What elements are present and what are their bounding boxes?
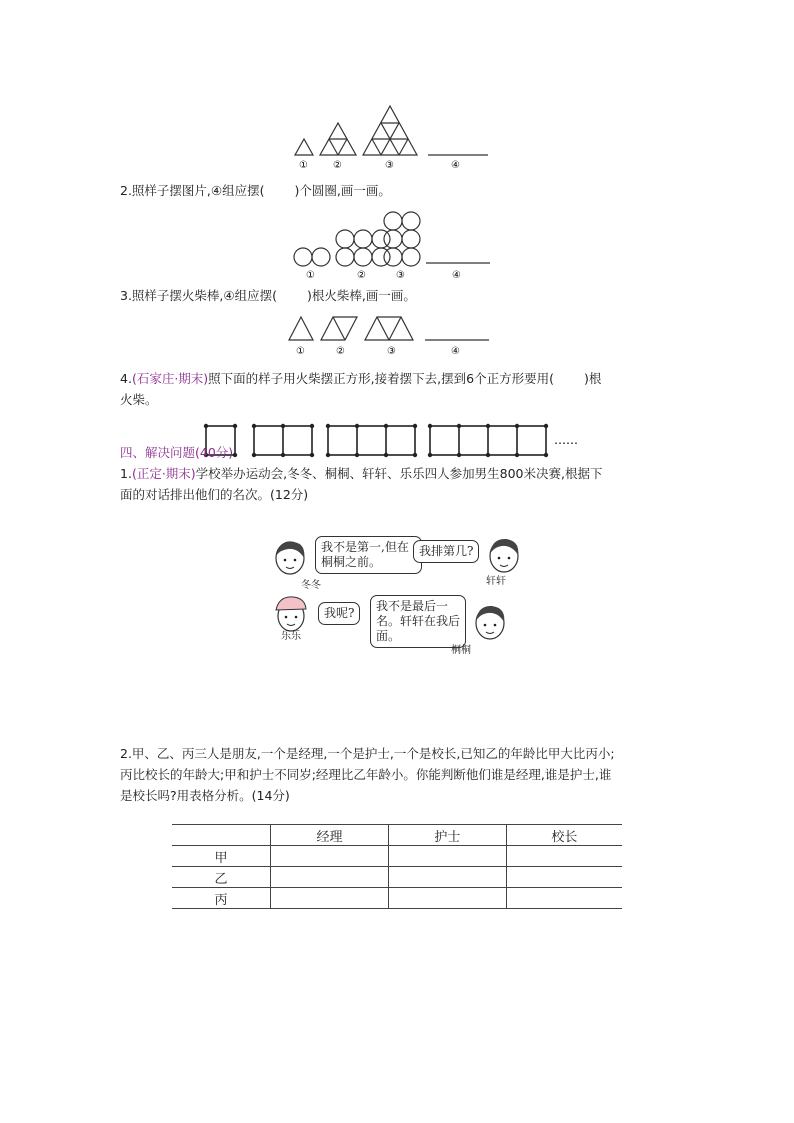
speech-bubble-tongtong: 我不是最后一名。轩轩在我后面。	[370, 595, 466, 648]
row-label-jia: 甲	[172, 846, 271, 867]
fig1-label-3: ③	[385, 160, 394, 171]
table-row	[172, 867, 622, 888]
name-lele: 乐乐	[281, 631, 301, 642]
table-row	[172, 846, 622, 867]
table-header-row	[172, 825, 622, 846]
header-cell-principal: 校长	[506, 825, 622, 846]
speech-bubble-lele: 我呢?	[318, 602, 360, 625]
speech-bubble-dongdong: 我不是第一,但在桐桐之前。	[315, 536, 422, 574]
source-tag: (正定·期末)	[131, 466, 196, 481]
fig2-label-2: ②	[357, 270, 366, 281]
name-dongdong: 冬冬	[301, 580, 321, 591]
table-cell[interactable]	[271, 846, 389, 867]
table-cell[interactable]	[388, 888, 506, 909]
fig3-label-2: ②	[336, 346, 345, 357]
fig1-label-2: ②	[333, 160, 342, 171]
fig3-label-3: ③	[387, 346, 396, 357]
table-cell[interactable]	[506, 888, 622, 909]
fig1-label-1: ①	[299, 160, 308, 171]
header-cell-manager: 经理	[271, 825, 389, 846]
fig2-label-1: ①	[306, 270, 315, 281]
header-cell-blank	[172, 825, 271, 846]
fig3-label-4: ④	[451, 346, 460, 357]
table-cell[interactable]	[506, 846, 622, 867]
table-cell[interactable]	[271, 888, 389, 909]
table-cell[interactable]	[271, 867, 389, 888]
name-xuanxuan: 轩轩	[486, 576, 506, 587]
matchstick-squares-figure	[200, 422, 600, 462]
problem-2-line3: 是校长吗?用表格分析。(14分)	[120, 788, 290, 803]
problem-1-text-line2: 面的对话排出他们的名次。(12分)	[120, 487, 309, 502]
fig1-label-4: ④	[451, 160, 460, 171]
table-row	[172, 888, 622, 909]
question-3-text: 3.照样子摆火柴棒,④组应摆( )根火柴棒,画一画。	[120, 288, 416, 303]
table-cell[interactable]	[388, 867, 506, 888]
boy-dongdong-illustration	[272, 538, 312, 580]
analysis-table	[172, 824, 622, 909]
table-cell[interactable]	[388, 846, 506, 867]
row-label-bing: 丙	[172, 888, 271, 909]
problem-1-text: 1.(正定·期末)学校举办运动会,冬冬、桐桐、轩轩、乐乐四人参加男生800米决赛,根据下	[120, 466, 603, 481]
question-4-text: 4.(石家庄·期末)照下面的样子用火柴摆正方形,接着摆下去,摆到6个正方形要用( )根	[120, 371, 602, 386]
row-label-yi: 乙	[172, 867, 271, 888]
header-cell-nurse: 护士	[388, 825, 506, 846]
section-4-heading: 四、解决问题(40分)	[120, 445, 234, 460]
boy-tongtong-illustration	[470, 603, 510, 645]
matchstick-triangle-figure	[285, 312, 495, 358]
circle-pattern-figure	[290, 204, 490, 282]
problem-2-line1: 2.甲、乙、丙三人是朋友,一个是经理,一个是护士,一个是校长,已知乙的年龄比甲大比丙小;	[120, 746, 615, 761]
fig3-label-1: ①	[296, 346, 305, 357]
speech-bubble-xuanxuan: 我排第几?	[413, 540, 479, 563]
question-2-text: 2.照样子摆图片,④组应摆( )个圆圈,画一画。	[120, 183, 391, 198]
source-tag: (石家庄·期末)	[131, 371, 209, 386]
fig2-label-3: ③	[396, 270, 405, 281]
name-tongtong: 桐桐	[451, 645, 471, 656]
table-cell[interactable]	[506, 867, 622, 888]
question-4-text-line2: 火柴。	[120, 392, 158, 407]
problem-2-line2: 丙比校长的年龄大;甲和护士不同岁;经理比乙年龄小。你能判断他们谁是经理,谁是护士,谁	[120, 767, 612, 782]
triangle-pattern-figure	[290, 100, 490, 172]
pattern-ellipsis: ……	[554, 433, 578, 447]
fig2-label-4: ④	[452, 270, 461, 281]
